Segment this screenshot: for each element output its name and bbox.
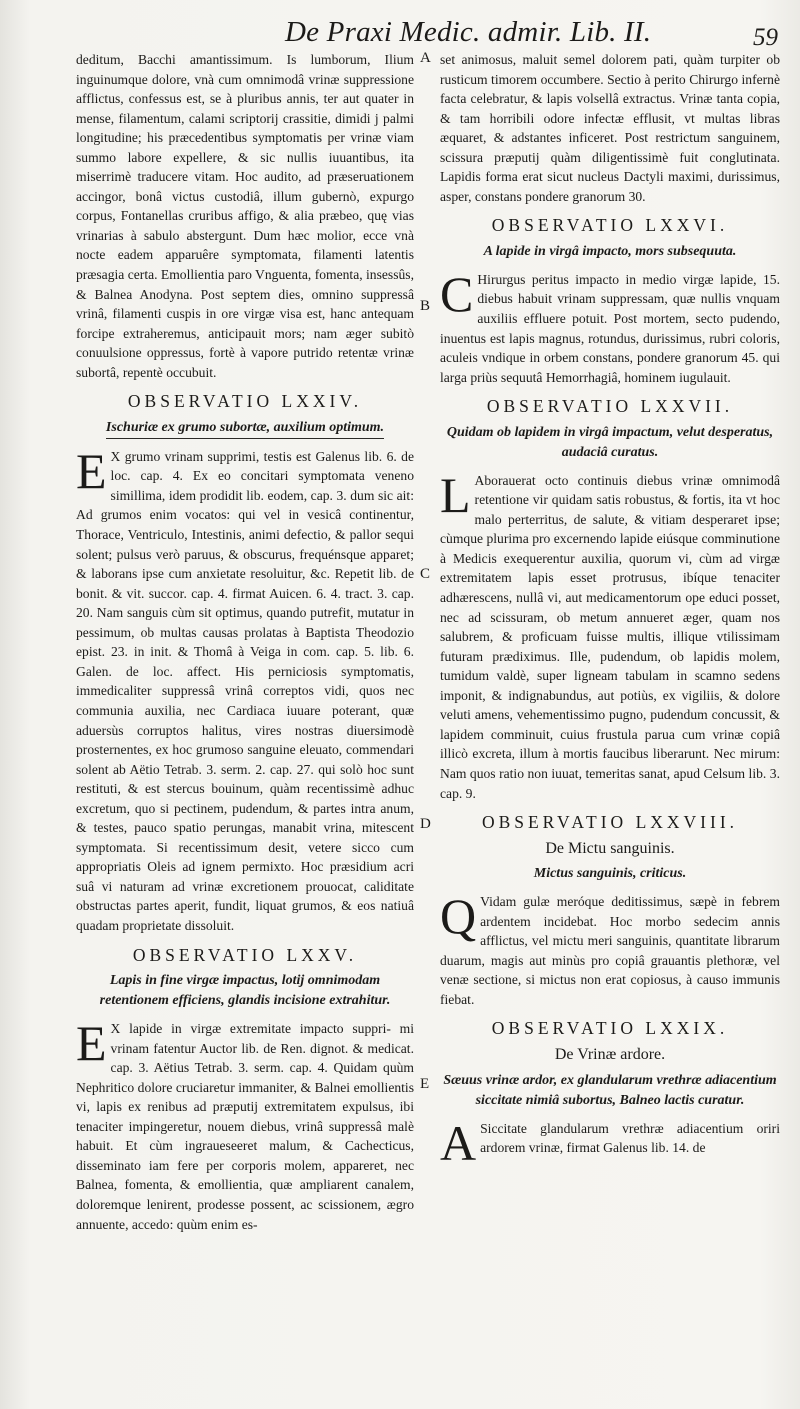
paragraph-continuation: set animosus, maluit semel dolorem pati, quàm turpiter ob rusticum timorem occumbere. Sectio à perito Chirurgo infernè facta celebratur, & lapis volsellâ extractus. Vrinæ tanta copia, & tam horribili odore infectæ efflusit, vt multas libras æquaret, & adstantes inficeret. Post restrictum sanguinem, scissura præputij quàm diligentissimè fuit conglutinata. Lapidis forma erat sicut nucleus Dactyli maximi, durissimus, asper, constans pondere granorum 30. [440, 52, 780, 204]
drop-cap: L [440, 466, 471, 523]
observation-75-text [76, 1015, 414, 1234]
observation-75-heading: OBSERVATIO LXXV. [132, 944, 358, 965]
observation-74-text [76, 442, 414, 936]
drop-cap: C [440, 265, 474, 322]
observation-78-body: Vidam gulæ meróque deditissimus, sæpè in febrem ardentem incidebat. Hoc morbo sedecim annis afflictus, vel mictu meri sanguinis, quantitate librarum duarum, magis aut minùs pro copiâ grauantis plethoræ, vel venæ sectione, si mictus non erat copiosus, à causo immunis fiebat. [440, 894, 780, 1007]
observation-76-subtitle: A lapide in virgâ impacto, mors subsequuta. [483, 243, 737, 259]
observation-76-text [440, 265, 780, 387]
drop-cap: Q [440, 888, 477, 945]
running-title: De Praxi Medic. admir. Lib. II. [285, 16, 652, 48]
right-column [440, 50, 780, 1171]
subtitle-text: Ischuriæ ex grumo subortæ, auxilium optimum. [106, 418, 384, 439]
observation-78-subtitle: Mictus sanguinis, criticus. [533, 866, 687, 882]
drop-cap: E [76, 442, 107, 499]
observation-79-text [440, 1114, 780, 1171]
drop-cap: A [440, 1114, 477, 1171]
observation-77-text [440, 466, 780, 803]
drop-cap: E [76, 1015, 107, 1072]
page-header [0, 10, 800, 50]
observation-79-heading: OBSERVATIO LXXIX. [491, 1018, 729, 1039]
observation-74-body: X grumo vrinam supprimi, testis est Galenus lib. 6. de loc. cap. 4. Ex eo concitari symptomata veneno simillima, idem prodidit lib. eodem, cap. 3. dum sic ait: Ad grumos enim vocatos: qui vel in vesicâ continentur, Thorace, Ventriculo, Intestinis, animi defectio, & pallor sequi solent; pulsus verò paruus, & obscurus, frequénsque apparet; & laborans ipse cum anxietate resoluitur, &c. Repetit lib. de bonit. & vit. succor. cap. 4. firmat Auicen. 6. 4. tract. 3. cap. 20. Nam sanguis cùm sit optimus, quando putrefit, mutatur in pessimum, ob multas causas prolatas à Baptista Theodozio epist. 23. in init. & Thomâ à Veiga in com. cap. 5. lib. 6. Galen. de loc. affect. His perniciosis symptomatis, immedicaliter suppressâ vrinâ correptos vidi, quos nec communia auxilia, nec Cardiaca iuuare poterant, quæ aduersùs corruptos halitus, vires nostras diuersimodè prosternentes, ex hoc grumoso sanguine eleuato, commendari solent ab Aëtio Tetrab. 3. serm. 2. cap. 27. qui solò hoc sunt restituti, & est stercus bouinum, quàm recentissimè adhuc excretum, quo si pectinem, pudendum, & partes intra anum, & testes, pauco spatio perungas, manabit vrina, mitescent symptomata. Si recentissimum desit, vetere sicco cum appropriatis Oleis ad ignem permixto. Hoc præsidium acri suâ vi naturam ad vrinæ excretionem prouocat, caliditate obstructas partes aperit, fundit, liquat grumos, & eos natiuâ quadam proprietate dissoluit. [76, 448, 414, 933]
observation-76-heading: OBSERVATIO LXXVI. [491, 215, 729, 236]
margin-letter-a: A [420, 50, 431, 66]
margin-letter-e: E [420, 1076, 430, 1092]
observation-78-topic: De Mictu sanguinis. [545, 839, 675, 857]
left-column [76, 50, 414, 1234]
observation-77-heading: OBSERVATIO LXXVII. [486, 396, 734, 417]
observation-74-subtitle [76, 418, 414, 439]
page-number: 59 [753, 24, 778, 51]
margin-letter-c: C [420, 566, 431, 582]
paragraph-continuation: deditum, Bacchi amantissimum. Is lumborum, Ilium inguinumque dolore, vnà cum omnimodâ vrinæ suppressione afflictus, confessus est, se à pluribus annis, ter aut quater in mense, filamentum, calami scriptorij crassitie, dimidi j palmi longitudine; his præcedentibus symptomatis per vrinæ viam summo labore expellere, & sic nullis iuuantibus, ita miserrimè traducere vitam. Hoc audito, ad præseruationem accingor, bonâ victus custodiâ, illum gubernò, expurgo corpus, Fontanellas cruribus affigo, & alia præbeo, quę vias vrinarias à sabulo abstergunt. Dum hæc molior, ecce vnà nocte eadem apparuêre symptomata, filamenti latentis præsagia certa. Emollientia paro Vnguenta, fomenta, insessûs, & Balnea Anodyna. Post septem dies, omnino suppressâ vrinâ, filamenti cuspis in ore virgæ visa est, hanc antequam forcipe extraheremus, anticipauit mors; nam æger subitò conuulsione oppressus, fortè à vapore putrido retentæ vrinæ subortâ, repentè occubuit. [76, 52, 414, 380]
observation-76-body: Hirurgus peritus impacto in medio virgæ lapide, 15. diebus habuit vrinam suppressam, quæ nullis vnquam auxiliis effluere potuit. Post mortem, secto pudendo, inuentus est lapis magnus, rotundus, durissimus, rubri coloris, aculeis vndique in orbem constans, pondere granorum 45. qui larga priùs sequutâ Hemorrhagiâ, hominem iugulauit. [440, 271, 780, 385]
observation-74-heading: OBSERVATIO LXXIV. [127, 391, 363, 412]
observation-75-body: X lapide in virgæ extremitate impacto suppri- mi vrinam fatentur Auctor lib. de Ren. dignot. & medicat. cap. 3. Aëtius Tetrab. 3. serm. cap. 4. Quidam quùm Nephritico dolore cruciaretur immaniter, & Balnei emollientis vi, lapis ex renibus ad præputij extremitatem expulsus, ibi tenaciter impingeretur, nouem diebus, vrinâ suppressâ malè habuit. Et cùm ingraueseeret malum, & Cachecticus, disseminato iam fere per corporis molem, appareret, nec Balnea, fomenta, & emollientia, quæ ampliarent canalem, doloremque lenirent, prodesse possent, ac scissionem, ægro annuente, accedo: quùm enim es- [76, 1021, 414, 1232]
observation-77-body: Aborauerat octo continuis diebus vrinæ omnimodâ retentione vir quidam satis robustus, & fortis, ita vt hoc malo perterritus, de salute, & vitiam desperaret ipse; cùmque plurima pro excernendo lapide eiúsque comminutione à Medicis exequerentur auxilia, quorum vi, cùm ad virgæ extremitatem lapis esset protrusus, ibíque tenaciter adhærescens, nullâ vi, aut medicamentorum ope educi posset, nec ad scissuram, ob metum annueret æger, quam nos salubrem, & proficuam fuisse multis, illique vtilissimam futuram prædiximus. Ille, pudendum, ob lapidis molem, tumidum valdè, super ligneam tabulam in scamno sedens imponit, & indignabundus, aut potiùs, ex vigiliis, & dolore veluti amens, vehementissimo pugno, pudendum concussit, & lapidem comminuit, cuius frustula parua cum vrinæ copiâ illicò excreta, illum à mortis faucibus liberarunt. Nec mirum: Nam quos ratio non iuuat, temeritas sanat, apud Celsum lib. 3. cap. 9. [440, 472, 780, 801]
observation-79-subtitle: Sæuus vrinæ ardor, ex glandularum vrethræ adiacentium siccitate nimiâ subortus, Balneo lactis curatur. [443, 1072, 777, 1108]
observation-75-subtitle: Lapis in fine virgæ impactus, lotij omnimodam retentionem efficiens, glandis incisione extrahitur. [99, 973, 391, 1009]
observation-79-body: Siccitate glandularum vrethræ adiacentium oriri ardorem vrinæ, firmat Galenus lib. 14. de [480, 1120, 780, 1156]
margin-letter-b: B [420, 298, 431, 314]
observation-79-topic: De Vrinæ ardore. [554, 1045, 666, 1063]
observation-78-heading: OBSERVATIO LXXVIII. [481, 812, 739, 833]
observation-78-text [440, 888, 780, 1009]
observation-77-subtitle: Quidam ob lapidem in virgâ impactum, velut desperatus, audaciâ curatus. [446, 424, 774, 460]
margin-letter-d: D [420, 816, 431, 832]
